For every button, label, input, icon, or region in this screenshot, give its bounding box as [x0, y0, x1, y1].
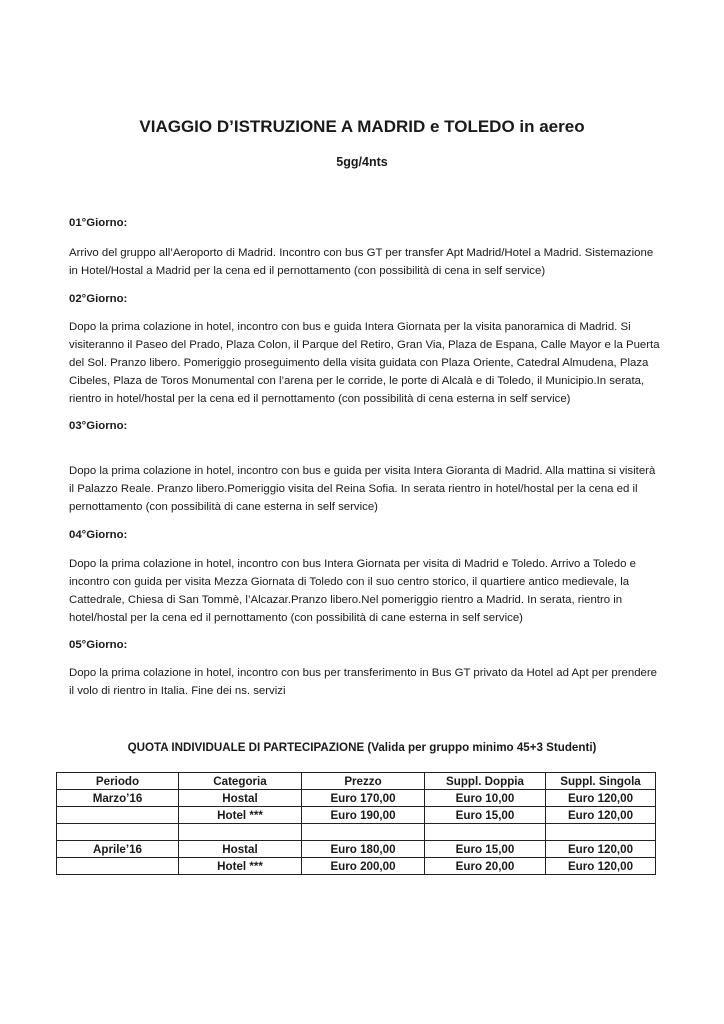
day-2-text: Dopo la prima colazione in hotel, incontro con bus e guida Intera Giornata per la visita panoramica di Madrid. Si visiteranno il Paseo del Prado, Plaza Colon, il Parque del Retiro, Gran Via, Plaza de Espana, Calle Mayor e la Puerta del Sol. Pranzo libero. Pomeriggio proseguimento della visita guidata con Plaza Oriente, Catedral Almudena, Plaza Cibeles, Plaza de Toros Monumental con l’arena per le corride, le porte di Alcalà e di Toledo, il Municipio.In serata, rientro in hotel/hostal per la cena ed il pernottamento (con possibilità di cena esterna in self service)	[69, 321, 660, 405]
cell-suppl-doppia: Euro 10,00	[425, 790, 546, 807]
price-table	[56, 772, 656, 875]
header-suppl-doppia: Suppl. Doppia	[425, 773, 546, 790]
cell-suppl-doppia	[425, 824, 546, 841]
cell-prezzo: Euro 190,00	[302, 807, 425, 824]
cell-categoria: Hotel ***	[179, 807, 302, 824]
cell-prezzo: Euro 170,00	[302, 790, 425, 807]
day-3-text: Dopo la prima colazione in hotel, incontro con bus e guida per visita Intera Gioranta di Madrid. Alla mattina si visiterà il Palazzo Reale. Pranzo libero.Pomeriggio visita del Reina Sofia. In serata rientro in hotel/hostal per la cena ed il pernottamento (con possibilità di cane esterna in self service)	[69, 465, 656, 513]
cell-suppl-doppia: Euro 15,00	[425, 841, 546, 858]
day-4-text: Dopo la prima colazione in hotel, incontro con bus Intera Giornata per visita di Madrid e Toledo. Arrivo a Toledo e incontro con guida per visita Mezza Giornata di Toledo con il suo centro storico, il quartiere antico medievale, la Cattedrale, Chiesa di San Tommè, l’Alcazar.Pranzo libero.Nel pomeriggio rientro a Madrid. In serata, rientro in hotel/hostal per la cena ed il pernottamento (con possibilità di cane esterna in self service)	[69, 558, 636, 624]
cell-suppl-doppia: Euro 20,00	[425, 858, 546, 875]
cell-suppl-singola: Euro 120,00	[546, 841, 656, 858]
quota-title: QUOTA INDIVIDUALE DI PARTECIPAZIONE (Valida per gruppo minimo 45+3 Studenti)	[127, 741, 597, 754]
cell-suppl-singola	[546, 824, 656, 841]
cell-suppl-singola: Euro 120,00	[546, 807, 656, 824]
cell-categoria: Hostal	[179, 790, 302, 807]
cell-prezzo: Euro 200,00	[302, 858, 425, 875]
table-row	[57, 807, 656, 824]
document-title: VIAGGIO D’ISTRUZIONE A MADRID e TOLEDO in aereo	[139, 117, 585, 136]
table-row	[57, 858, 656, 875]
day-5-text: Dopo la prima colazione in hotel, incontro con bus per transferimento in Bus GT privato da Hotel ad Apt per prendere il volo di rientro in Italia. Fine dei ns. servizi	[69, 667, 658, 697]
cell-categoria: Hotel ***	[179, 858, 302, 875]
header-prezzo: Prezzo	[302, 773, 425, 790]
day-3-heading: 03°Giorno:	[69, 420, 128, 432]
table-row	[57, 790, 656, 807]
cell-suppl-singola: Euro 120,00	[546, 790, 656, 807]
cell-categoria: Hostal	[179, 841, 302, 858]
cell-suppl-doppia: Euro 15,00	[425, 807, 546, 824]
cell-prezzo	[302, 824, 425, 841]
cell-categoria	[179, 824, 302, 841]
day-4-heading: 04°Giorno:	[69, 529, 128, 541]
table-row	[57, 824, 656, 841]
cell-periodo	[57, 858, 179, 875]
table-row	[57, 841, 656, 858]
cell-suppl-singola: Euro 120,00	[546, 858, 656, 875]
cell-periodo: Marzo’16	[57, 790, 179, 807]
cell-periodo	[57, 824, 179, 841]
day-1-heading: 01°Giorno:	[69, 217, 128, 229]
cell-prezzo: Euro 180,00	[302, 841, 425, 858]
document-subtitle: 5gg/4nts	[336, 155, 388, 169]
table-header-row	[57, 773, 656, 790]
header-categoria: Categoria	[179, 773, 302, 790]
header-periodo: Periodo	[57, 773, 179, 790]
day-5-heading: 05°Giorno:	[69, 639, 128, 651]
header-suppl-singola: Suppl. Singola	[546, 773, 656, 790]
cell-periodo: Aprile’16	[57, 841, 179, 858]
day-1-text: Arrivo del gruppo all’Aeroporto di Madrid. Incontro con bus GT per transfer Apt Madrid/Hotel a Madrid. Sistemazione in Hotel/Hostal a Madrid per la cena ed il pernottamento (con possibilità di cena in self service)	[69, 247, 654, 277]
cell-periodo	[57, 807, 179, 824]
day-2-heading: 02°Giorno:	[69, 293, 128, 305]
